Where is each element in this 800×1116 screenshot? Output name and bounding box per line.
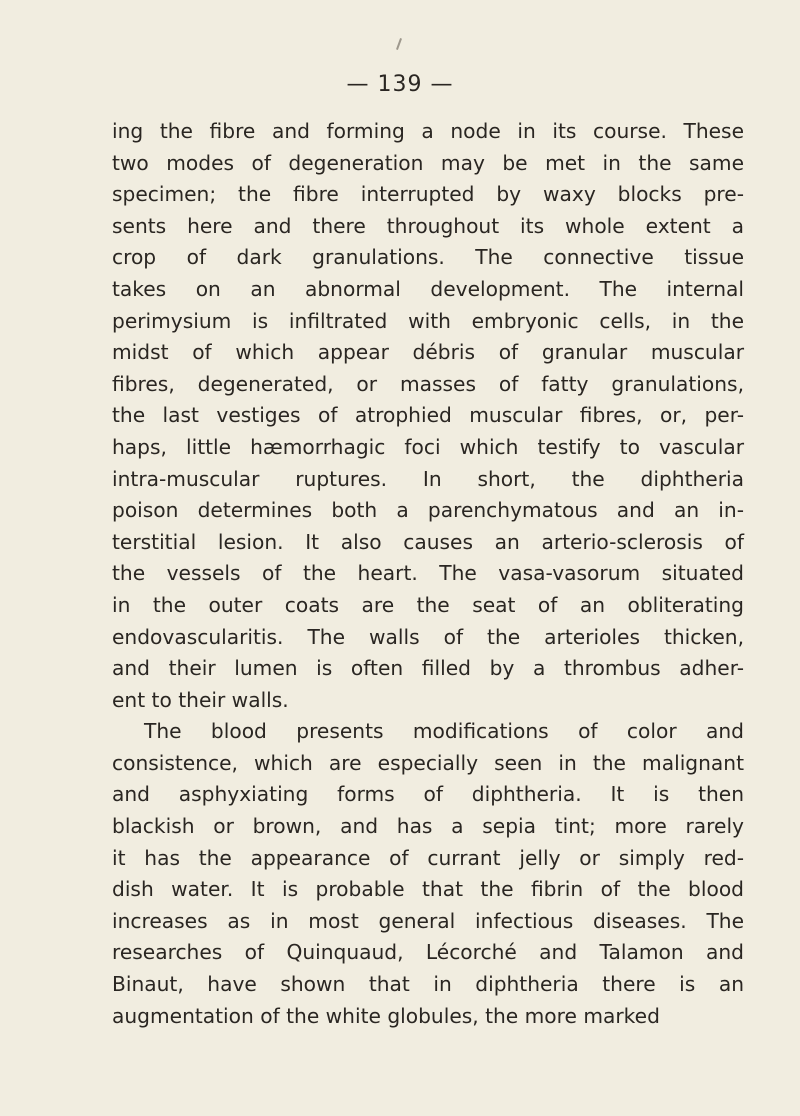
text-line: and their lumen is often filled by a thrombus adher- xyxy=(112,656,744,681)
ink-mark xyxy=(396,38,402,50)
text-line: augmentation of the white globules, the more marked xyxy=(112,1003,660,1028)
text-line: two modes of degeneration may be met in the same xyxy=(112,150,744,175)
text-line: specimen; the fibre interrupted by waxy blocks pre- xyxy=(112,182,744,207)
text-line: intra-muscular ruptures. In short, the diphtheria xyxy=(112,466,744,491)
body-text xyxy=(112,116,744,1032)
text-line: ing the fibre and forming a node in its course. These xyxy=(112,119,744,143)
text-line: in the outer coats are the seat of an obliterating xyxy=(112,592,744,617)
text-line: haps, little hæmorrhagic foci which testify to vascular xyxy=(112,434,744,459)
text-line: researches of Quinquaud, Lécorché and Talamon and xyxy=(112,940,744,965)
text-line: midst of which appear débris of granular muscular xyxy=(112,340,744,365)
text-line: takes on an abnormal development. The internal xyxy=(112,276,744,301)
text-line: perimysium is infiltrated with embryonic cells, in the xyxy=(112,308,744,333)
text-line: terstitial lesion. It also causes an arterio-sclerosis of xyxy=(112,529,744,554)
text-line: fibres, degenerated, or masses of fatty granulations, xyxy=(112,371,744,396)
text-line: crop of dark granulations. The connective tissue xyxy=(112,245,744,270)
paragraph xyxy=(112,116,744,716)
text-line: and asphyxiating forms of diphtheria. It is then xyxy=(112,782,744,807)
text-line: the last vestiges of atrophied muscular fibres, or, per- xyxy=(112,403,744,428)
text-line: ent to their walls. xyxy=(112,687,289,712)
text-line: sents here and there throughout its whole extent a xyxy=(112,213,744,238)
text-line: Binaut, have shown that in diphtheria there is an xyxy=(112,972,744,997)
text-line: dish water. It is probable that the fibrin of the blood xyxy=(112,877,744,902)
text-line: increases as in most general infectious diseases. The xyxy=(112,908,744,933)
text-line: consistence, which are especially seen in the malignant xyxy=(112,750,744,775)
text-line: poison determines both a parenchymatous and an in- xyxy=(112,498,744,523)
page-number: — 139 — xyxy=(346,72,454,97)
text-line: The blood presents modifications of color and xyxy=(144,719,744,744)
paragraph xyxy=(112,716,744,1032)
text-line: it has the appearance of currant jelly or simply red- xyxy=(112,845,744,870)
text-line: blackish or brown, and has a sepia tint; more rarely xyxy=(112,814,744,839)
text-line: endovascularitis. The walls of the arterioles thicken, xyxy=(112,624,744,649)
text-line: the vessels of the heart. The vasa-vasorum situated xyxy=(112,561,744,586)
